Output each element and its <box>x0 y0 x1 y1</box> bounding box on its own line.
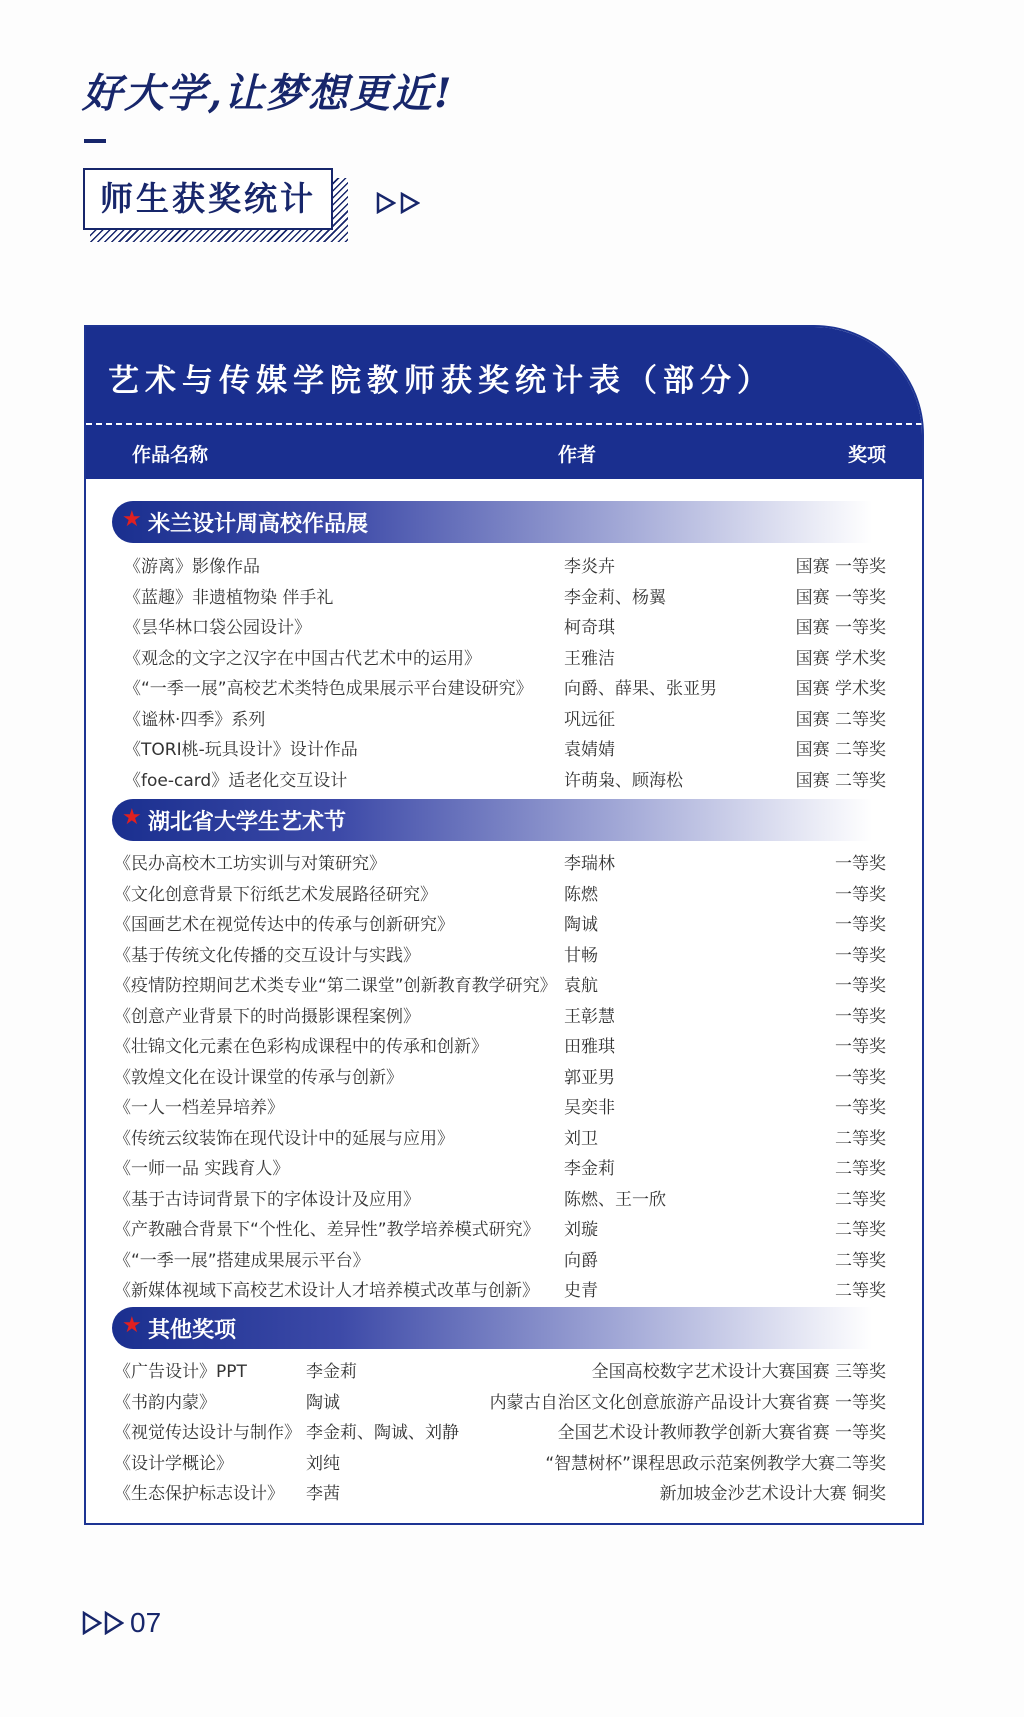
cell-work: 《“一季一展”高校艺术类特色成果展示平台建设研究》 <box>124 679 533 699</box>
cell-author: 李金莉、杨翼 <box>564 587 666 608</box>
cell-author: 李炎卉 <box>564 557 615 577</box>
table-row <box>86 762 922 792</box>
cell-author: 向爵、薛果、张亚男 <box>564 679 717 699</box>
cell-author: 柯奇琪 <box>564 618 615 638</box>
section-bar <box>112 1307 872 1349</box>
cell-award: 一等奖 <box>835 915 886 935</box>
table-row <box>86 579 922 609</box>
cell-author: 吴奕非 <box>564 1098 615 1118</box>
cell-author: 李瑞林 <box>564 854 615 874</box>
play-arrow-icon <box>400 192 420 214</box>
cell-award: 一等奖 <box>835 1037 886 1057</box>
cell-award: 国赛 二等奖 <box>795 770 886 791</box>
table-row <box>86 845 922 875</box>
dashed-separator <box>86 423 922 425</box>
cell-award: 一等奖 <box>835 854 886 874</box>
cell-award: 国赛 一等奖 <box>795 587 886 608</box>
cell-author: 巩远征 <box>564 709 615 730</box>
table-row <box>86 1150 922 1180</box>
table-row <box>86 731 922 761</box>
cell-work: 《谧林·四季》系列 <box>124 709 266 730</box>
section-label: 米兰设计周高校作品展 <box>148 512 369 537</box>
cell-work: 《文化创意背景下衍纸艺术发展路径研究》 <box>114 884 437 905</box>
cell-award: 二等奖 <box>835 1128 886 1149</box>
cell-author: 李金莉、陶诚、刘静 <box>306 1423 459 1443</box>
table-row <box>86 937 922 967</box>
table-row <box>86 876 922 906</box>
play-arrow-icon <box>376 192 396 214</box>
star-icon: ★ <box>122 507 142 532</box>
cell-author: 田雅琪 <box>564 1037 615 1057</box>
column-header-author: 作者 <box>558 444 597 466</box>
cell-work: 《视觉传达设计与制作》 <box>114 1423 301 1443</box>
cell-award: 一等奖 <box>835 1067 886 1088</box>
table-header <box>86 327 922 479</box>
cell-work: 《TORI桃-玩具设计》设计作品 <box>124 740 358 760</box>
table-row <box>86 1272 922 1302</box>
table-row <box>86 701 922 731</box>
cell-award: 一等奖 <box>835 976 886 996</box>
cell-author: 李金莉 <box>564 1159 615 1179</box>
table-row <box>86 670 922 700</box>
page-number: 07 <box>130 1607 162 1638</box>
cell-award: 一等奖 <box>835 945 886 966</box>
cell-author: 陶诚 <box>306 1392 340 1413</box>
section-label: 其他奖项 <box>148 1318 237 1343</box>
table-row <box>86 1120 922 1150</box>
cell-award: 内蒙古自治区文化创意旅游产品设计大赛省赛 一等奖 <box>489 1392 886 1413</box>
table-row <box>86 1089 922 1119</box>
cell-author: 陈燃 <box>564 884 598 905</box>
table-row <box>86 1445 922 1475</box>
cell-award: 国赛 一等奖 <box>795 618 886 638</box>
page-footer <box>82 1607 161 1639</box>
table-row <box>86 609 922 639</box>
play-arrow-icon <box>82 1611 102 1635</box>
cell-author: 陈燃、王一欣 <box>564 1189 666 1210</box>
cell-award: 全国艺术设计教师教学创新大赛省赛 一等奖 <box>557 1423 886 1443</box>
table-row <box>86 1242 922 1272</box>
cell-work: 《游离》影像作品 <box>124 557 260 577</box>
cell-author: 刘纯 <box>306 1453 340 1474</box>
arrows-decoration <box>376 192 420 214</box>
cell-work: 《疫情防控期间艺术类专业“第二课堂”创新教育教学研究》 <box>114 976 557 996</box>
star-icon: ★ <box>122 805 142 830</box>
cell-work: 《观念的文字之汉字在中国古代艺术中的运用》 <box>124 648 481 669</box>
cell-author: 王彰慧 <box>564 1006 615 1027</box>
cell-award: 国赛 一等奖 <box>795 557 886 577</box>
divider-dash <box>84 139 106 143</box>
cell-work: 《新媒体视域下高校艺术设计人才培养模式改革与创新》 <box>114 1281 539 1301</box>
table-row <box>86 1384 922 1414</box>
cell-author: 李金莉 <box>306 1362 357 1382</box>
cell-award: 一等奖 <box>835 1098 886 1118</box>
cell-work: 《生态保护标志设计》 <box>114 1484 284 1504</box>
cell-work: 《foe-card》适老化交互设计 <box>124 770 348 791</box>
cell-author: 郭亚男 <box>564 1067 615 1088</box>
table-row <box>86 548 922 578</box>
table-title: 艺术与传媒学院教师获奖统计表（部分） <box>108 363 774 399</box>
cell-work: 《昙华林口袋公园设计》 <box>124 618 311 638</box>
cell-author: 陶诚 <box>564 915 598 935</box>
cell-work: 《创意产业背景下的时尚摄影课程案例》 <box>114 1006 420 1027</box>
section-title: 师生获奖统计 <box>83 168 333 230</box>
cell-work: 《传统云纹装饰在现代设计中的延展与应用》 <box>114 1128 454 1149</box>
cell-author: 袁婧婧 <box>564 740 615 760</box>
section-bar <box>112 799 872 841</box>
cell-author: 向爵 <box>564 1250 598 1271</box>
cell-author: 史青 <box>564 1281 598 1301</box>
cell-work: 《广告设计》PPT <box>114 1362 247 1382</box>
column-header-award: 奖项 <box>847 444 886 466</box>
cell-author: 袁航 <box>564 976 598 996</box>
cell-award: 国赛 二等奖 <box>795 709 886 730</box>
table-row <box>86 1353 922 1383</box>
table-row <box>86 1414 922 1444</box>
cell-author: 李茜 <box>306 1484 340 1504</box>
cell-author: 王雅洁 <box>564 648 615 669</box>
cell-award: 新加坡金沙艺术设计大赛 铜奖 <box>659 1484 886 1504</box>
cell-award: 一等奖 <box>835 884 886 905</box>
cell-award: 二等奖 <box>835 1220 886 1240</box>
cell-work: 《敦煌文化在设计课堂的传承与创新》 <box>114 1067 403 1088</box>
table-row <box>86 998 922 1028</box>
table-row <box>86 1181 922 1211</box>
cell-work: 《书韵内蒙》 <box>114 1392 216 1413</box>
cell-award: 二等奖 <box>835 1159 886 1179</box>
table-row <box>86 640 922 670</box>
cell-award: 国赛 二等奖 <box>795 740 886 760</box>
cell-award: 国赛 学术奖 <box>795 679 886 699</box>
cell-work: 《国画艺术在视觉传达中的传承与创新研究》 <box>114 915 454 935</box>
cell-work: 《基于古诗词背景下的字体设计及应用》 <box>114 1189 420 1210</box>
table-row <box>86 1211 922 1241</box>
column-header-work: 作品名称 <box>132 444 209 466</box>
cell-work: 《基于传统文化传播的交互设计与实践》 <box>114 945 420 966</box>
cell-work: 《民办高校木工坊实训与对策研究》 <box>114 854 386 874</box>
cell-work: 《一师一品 实践育人》 <box>114 1159 290 1179</box>
cell-author: 许萌枭、顾海松 <box>564 770 683 791</box>
table-row <box>86 906 922 936</box>
cell-author: 刘璇 <box>564 1220 598 1240</box>
table-row <box>86 1475 922 1505</box>
play-arrow-icon <box>104 1611 124 1635</box>
table-row <box>86 1028 922 1058</box>
section-label: 湖北省大学生艺术节 <box>148 810 347 835</box>
cell-work: 《“一季一展”搭建成果展示平台》 <box>114 1250 370 1271</box>
table-row <box>86 967 922 997</box>
cell-award: 国赛 学术奖 <box>795 648 886 669</box>
cell-work: 《壮锦文化元素在色彩构成课程中的传承和创新》 <box>114 1037 488 1057</box>
cell-award: 二等奖 <box>835 1189 886 1210</box>
cell-work: 《蓝趣》非遗植物染 伴手礼 <box>124 587 334 608</box>
cell-work: 《设计学概论》 <box>114 1453 233 1474</box>
cell-author: 甘畅 <box>564 945 598 966</box>
star-icon: ★ <box>122 1313 142 1338</box>
table-row <box>86 1059 922 1089</box>
cell-award: 二等奖 <box>835 1281 886 1301</box>
slogan: 好大学,让梦想更近! <box>82 70 454 117</box>
award-table-card <box>84 325 924 1525</box>
cell-work: 《产教融合背景下“个性化、差异性”教学培养模式研究》 <box>114 1220 540 1240</box>
cell-author: 刘卫 <box>564 1128 598 1149</box>
cell-award: 一等奖 <box>835 1006 886 1027</box>
section-bar <box>112 501 872 543</box>
cell-work: 《一人一档差异培养》 <box>114 1098 284 1118</box>
cell-award: “智慧树杯”课程思政示范案例教学大赛二等奖 <box>545 1453 886 1474</box>
cell-award: 全国高校数字艺术设计大赛国赛 三等奖 <box>591 1362 886 1382</box>
cell-award: 二等奖 <box>835 1250 886 1271</box>
